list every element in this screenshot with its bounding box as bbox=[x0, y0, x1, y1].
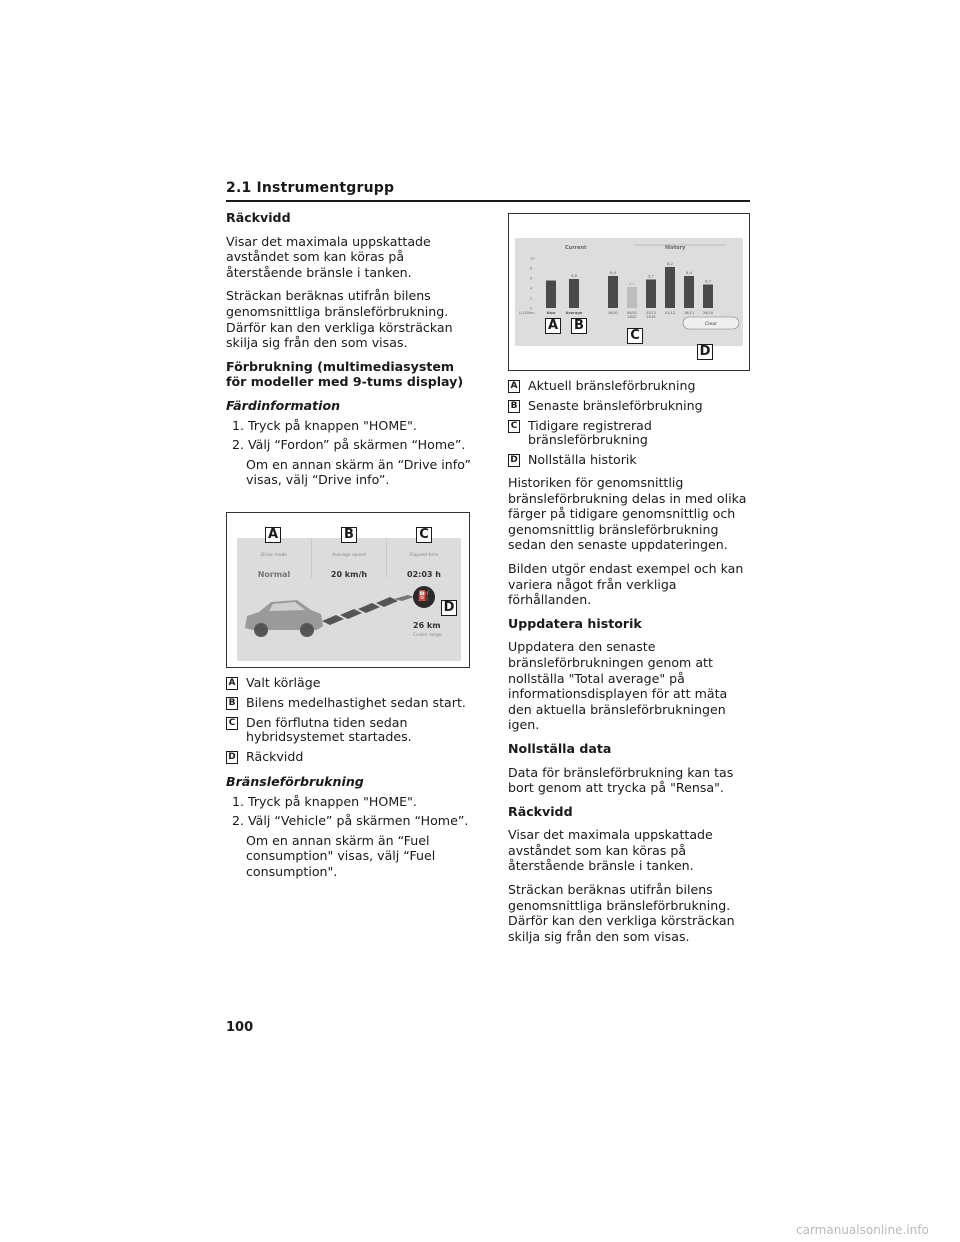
fuel-consumption-heading: Bränsleförbrukning bbox=[226, 773, 364, 789]
trip-step-2: 2. Välj “Fordon” på skärmen “Home”. bbox=[232, 437, 466, 453]
trip-step-1: 1. Tryck på knappen "HOME". bbox=[232, 417, 417, 433]
legend-key-d: D bbox=[226, 751, 238, 764]
drive-legend bbox=[226, 676, 472, 764]
x-category-label: Average bbox=[565, 311, 583, 315]
fuel-pump-icon: ⛽ bbox=[413, 586, 435, 608]
cruise-range-caption: Cruise range bbox=[413, 632, 442, 638]
x-category-label: 2019 bbox=[646, 315, 656, 320]
cruise-range-value: 26 km bbox=[413, 620, 441, 630]
fuel-bar bbox=[646, 280, 656, 309]
bar-value-label: 5,7 bbox=[648, 274, 654, 279]
average-speed-value: 20 km/h bbox=[330, 569, 368, 579]
fuel-step-1: 1. Tryck på knappen "HOME". bbox=[232, 793, 417, 809]
range-paragraph-2: Sträckan beräknas utifrån bilens genomsnittliga bränsleförbrukning. Därför kan den verkliga körsträckan skilja sig från den som visas. bbox=[508, 882, 735, 944]
x-category-label: 16/11 bbox=[683, 311, 695, 315]
fuel-note: Om en annan skärm än “Fuel consumption" visas, välj “Fuel consumption". bbox=[246, 832, 436, 879]
x-category-label: 26/10 bbox=[702, 311, 714, 315]
legend-key-d: D bbox=[508, 454, 520, 467]
range-paragraph-1: Visar det maximala uppskattade avståndet som kan köras på återstående bränsle i tanken. bbox=[508, 827, 713, 874]
update-history-heading: Uppdatera historik bbox=[508, 615, 642, 631]
callout-b: B bbox=[571, 318, 587, 334]
x-category-label: 23/12 bbox=[645, 311, 657, 315]
legend-item bbox=[226, 716, 472, 744]
legend-item bbox=[508, 379, 752, 393]
legend-text: Den förflutna tiden sedan hybridsystemet startades. bbox=[246, 714, 412, 744]
clear-button-label[interactable]: Clear bbox=[705, 322, 717, 327]
fuel-bar bbox=[665, 267, 675, 308]
history-paragraph-2: Bilden utgör endast exempel och kan variera något från verkliga förhållanden. bbox=[508, 560, 744, 608]
legend-key-c: C bbox=[226, 717, 238, 730]
callout-b: B bbox=[341, 527, 357, 543]
right-column bbox=[508, 210, 752, 944]
legend-text: Bilens medelhastighet sedan start. bbox=[246, 694, 466, 710]
section-divider bbox=[226, 200, 750, 202]
legend-key-c: C bbox=[508, 420, 520, 433]
x-category-label: Now bbox=[546, 311, 556, 315]
drive-info-figure bbox=[226, 512, 470, 668]
history-paragraph-1: Historiken för genomsnittlig bränsleförbrukning delas in med olika färger på tidigare genomsnittlig och genomsnittlig bränsleförbrukning sedan den senaste uppdateringen. bbox=[508, 475, 747, 553]
drive-mode-value: Normal bbox=[257, 569, 291, 579]
fuel-consumption-figure bbox=[508, 213, 750, 371]
bar-value-label: 6,4 bbox=[686, 271, 692, 275]
legend-item bbox=[508, 399, 752, 413]
drive-mode-cell bbox=[237, 538, 312, 578]
bar-series bbox=[546, 262, 714, 319]
legend-key-a: A bbox=[226, 677, 238, 690]
update-history-paragraph: Uppdatera den senaste bränsleförbrukningen genom att nollställa "Total average" på informationsdisplayen för att mäta den aktuella bränsleförbrukningen igen. bbox=[508, 639, 728, 733]
section-title: 2.1 Instrumentgrupp bbox=[226, 180, 395, 196]
legend-key-a: A bbox=[508, 380, 520, 393]
callout-a: A bbox=[545, 318, 561, 334]
y-tick-label: 10 bbox=[530, 256, 535, 261]
trip-note: Om en annan skärm än “Drive info” visas, välj “Drive info”. bbox=[246, 456, 471, 488]
car-silhouette-icon bbox=[241, 590, 325, 640]
fuel-bar bbox=[608, 276, 618, 308]
bar-value-label: 4,7 bbox=[705, 279, 711, 284]
fuel-step-2: 2. Välj “Vehicle” på skärmen “Home”. bbox=[232, 813, 469, 829]
callout-a: A bbox=[265, 527, 281, 543]
fuel-bar bbox=[684, 276, 694, 308]
consumption-heading: Förbrukning (multimediasystem för modeller med 9-tums display) bbox=[226, 358, 464, 390]
page-number: 100 bbox=[226, 1020, 254, 1035]
callout-c: C bbox=[627, 328, 643, 344]
average-speed-cell bbox=[312, 538, 387, 578]
history-label: History bbox=[665, 245, 686, 251]
callout-c: C bbox=[416, 527, 432, 543]
y-axis bbox=[530, 256, 535, 310]
legend-item bbox=[508, 453, 752, 467]
x-category-label: 01/12 bbox=[664, 311, 676, 315]
fuel-bar bbox=[569, 279, 579, 308]
legend-key-b: B bbox=[226, 697, 238, 710]
legend-item bbox=[508, 419, 752, 447]
reset-data-paragraph: Data för bränsleförbrukning kan tas bort genom att trycka på "Rensa". bbox=[508, 764, 734, 796]
legend-text: Räckvidd bbox=[246, 748, 304, 764]
y-tick-label: 6 bbox=[530, 276, 533, 281]
legend-key-b: B bbox=[508, 400, 520, 413]
current-label: Current bbox=[565, 245, 587, 251]
elapsed-time-cell bbox=[387, 538, 461, 578]
range-heading: Räckvidd bbox=[226, 210, 291, 225]
y-tick-label: 2 bbox=[530, 296, 533, 301]
x-category-label: 09/01 bbox=[626, 311, 638, 315]
legend-item bbox=[226, 676, 472, 690]
fuel-legend bbox=[508, 379, 752, 467]
elapsed-time-value: 02:03 h bbox=[407, 569, 441, 579]
y-tick-label: 0 bbox=[530, 306, 533, 311]
legend-text: Nollställa historik bbox=[528, 452, 637, 467]
y-tick-label: 8 bbox=[530, 266, 533, 271]
bar-value-label: 4,2 bbox=[629, 282, 635, 286]
elapsed-time-caption: Elapsed time bbox=[409, 552, 439, 558]
drive-mode-caption: Drive mode bbox=[260, 552, 288, 558]
legend-text: Valt körläge bbox=[246, 674, 321, 690]
bar-value-label: 6,4 bbox=[610, 271, 616, 275]
callout-d: D bbox=[697, 344, 713, 360]
left-column bbox=[226, 210, 472, 879]
bar-value-label: 8,2 bbox=[667, 262, 673, 266]
trip-info-heading: Färdinformation bbox=[226, 397, 341, 413]
y-tick-label: 4 bbox=[530, 286, 533, 291]
reset-data-heading: Nollställa data bbox=[508, 740, 612, 756]
drive-info-screen bbox=[237, 538, 461, 661]
average-speed-caption: Average speed bbox=[332, 552, 366, 558]
range-paragraph-2: Sträckan beräknas utifrån bilens genomsnittliga bränsleförbrukning. Därför kan den verkliga körsträckan skilja sig från den som visas. bbox=[226, 288, 453, 351]
fuel-bar bbox=[627, 287, 637, 308]
legend-text: Tidigare registrerad bränsleförbrukning bbox=[528, 418, 652, 447]
callout-d: D bbox=[441, 600, 457, 616]
x-category-label: 2020 bbox=[627, 315, 637, 320]
bar-value-label: 5,8 bbox=[571, 274, 577, 278]
legend-text: Senaste bränsleförbrukning bbox=[528, 398, 703, 413]
range-heading: Räckvidd bbox=[508, 803, 573, 819]
legend-text: Aktuell bränsleförbrukning bbox=[528, 378, 696, 393]
legend-item bbox=[226, 696, 472, 710]
legend-item bbox=[226, 750, 472, 764]
fuel-bar bbox=[703, 285, 713, 309]
watermark: carmanualsonline.info bbox=[796, 1223, 929, 1237]
fuel-bar bbox=[546, 281, 556, 309]
x-category-label: 26/01 bbox=[607, 311, 619, 315]
unit-label: L/100km bbox=[519, 311, 535, 315]
range-paragraph-1: Visar det maximala uppskattade avståndet som kan köras på återstående bränsle i tanken. bbox=[226, 233, 431, 280]
